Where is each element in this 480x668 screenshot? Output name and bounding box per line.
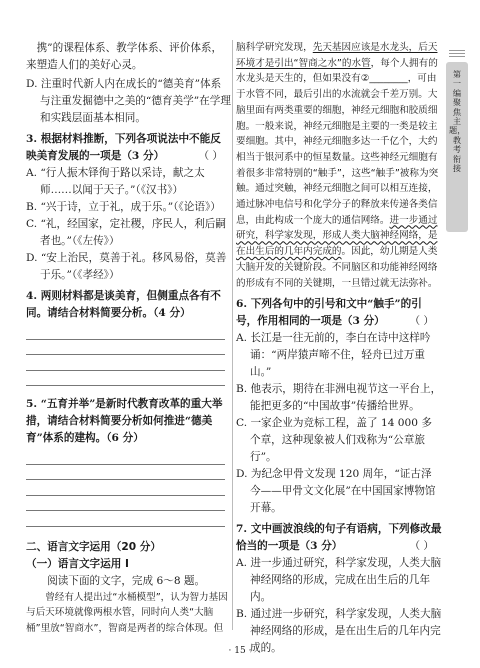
answer-line <box>26 371 225 387</box>
q3-option-b: B. “兴于诗，立于礼，成于乐。”（《论语》） <box>26 201 221 213</box>
q6-option-b: B. 他表示，期待在非洲电视节这一平台上，能把更多的“中国故事”传播给世界。 <box>236 383 442 413</box>
q6-option-a: A. 长江是一往无前的，李白在诗中这样吟诵：“两岸猿声啼不住，轻舟已过万重山。” <box>236 332 431 379</box>
q3-option-d: D. “安上治民，莫善于礼。移风易俗，莫善于乐。”（《孝经》） <box>26 252 227 281</box>
question-5: 5. “五育并举”是新时代教育改革的重大举措，请结合材料简要分析如何推进“德美育”体系的建构。（6 分） <box>26 398 223 444</box>
question-7-stem <box>236 521 442 555</box>
answer-line <box>26 324 225 340</box>
answer-line <box>26 465 225 481</box>
answer-lines-q4[interactable] <box>26 324 231 386</box>
q3-option-c: C. “礼，经国家，定社稷，序民人，利后嗣者也。”（《左传》） <box>26 218 226 247</box>
q3-option-a: A. “行人振木铎徇于路以采诗，献之太师……以闻于天子。”（《汉书》） <box>26 167 205 196</box>
question-6-stem <box>236 296 442 330</box>
sidebar-decoration-icon <box>446 48 468 58</box>
option-c-continuation: 携”的课程体系、教学体系、评价体系，来塑造人们的美好心灵。 <box>26 42 223 71</box>
sidebar-label: 第一编 聚焦主题，教考衔接 <box>449 69 466 174</box>
passage-seg-2: ，每个人拥有的水龙头是天生的，但如果没有②________，可由于水管不同，最后引出的水流就会千差万别。大脑里面有两类重要的细胞，神经元细胞和胶质细胞。一般来说，神经元细胞是主要的一类是较主要细胞。其中，神经元细胞多达一千亿个，大约相当于银河系中的恒星数量。这些神经元细胞有着很多非常特别的“触手”，这些“触手”被称为突触。通过突触，神经元细胞之间可以相互连接，通过脉冲电信号和化学分子的释放来传递各类信息，由此构成一个庞大的通信网络。 <box>236 57 439 226</box>
q6-option-d: D. 为纪念甲骨文发现 120 周年，“证古泽今——甲骨文文化展”在中国国家博物馆开幕。 <box>236 468 436 515</box>
answer-line <box>26 449 225 465</box>
instruction: 阅读下面的文字，完成 6～8 题。 <box>47 574 206 587</box>
left-column <box>26 40 231 637</box>
q7-option-b: B. 通过进一步研究，科学家发现，人类大脑神经网络的形成，是在出生后的几年内完成的。 <box>236 608 442 655</box>
question-3-text: 3. 根据材料推断，下列各项说法中不能反映美育发展的一项是（3 分） <box>26 133 221 162</box>
column-divider <box>232 40 233 630</box>
subsection-heading: （一）语言文字运用 Ⅰ <box>26 557 129 570</box>
passage-seg-4: 。因此，幼儿期是人类大脑开发的关键阶段。不同脑区和功能神经网络的形成有不同的关键期，一旦错过就无法弥补。 <box>236 246 438 289</box>
question-4: 4. 两则材料都是谈美育，但侧重点各有不同。请结合材料简要分析。（4 分） <box>26 290 221 319</box>
passage-wavy-sentence: 进一步通过研究，科学家发现，形成人类大脑神经网络，是在出生后的几年内完成的 <box>236 214 438 258</box>
question-6-text: 6. 下列各句中的引号和文中“触手”的引号，作用相同的一项是（3 分） <box>236 298 422 328</box>
answer-paren: （ ） <box>409 315 434 328</box>
right-column <box>236 40 442 657</box>
passage-seg-0: 脑科学研究发现， <box>236 42 313 53</box>
answer-line <box>26 496 225 512</box>
passage-continued <box>236 40 442 291</box>
question-7-text: 7. 文中画波浪线的句子有语病，下列修改最恰当的一项是（3 分） <box>236 523 442 553</box>
section-heading: 二、语言文字运用（20 分） <box>26 540 161 553</box>
q6-option-c: C. 一家企业为竞标工程，盖了 14 000 多个章，这种现象被人们戏称为“公章旅行”。 <box>236 417 432 464</box>
q7-option-a: A. 进一步通过研究，科学家发现，人类大脑神经网络的形成，完成在出生后的几年内。 <box>236 557 442 604</box>
answer-line <box>26 480 225 496</box>
answer-paren: （ ） <box>409 540 434 553</box>
page-number: · 15 · <box>228 646 252 656</box>
answer-line <box>26 355 225 371</box>
answer-line <box>26 340 225 356</box>
question-3-stem <box>26 131 231 165</box>
answer-lines-q5[interactable] <box>26 449 231 527</box>
answer-paren: （ ） <box>198 150 223 162</box>
passage-underlined-sentence: 先天基因应该是水龙头，后天环境才是引出“智商之水”的水管 <box>236 42 438 69</box>
passage-start: 曾经有人提出过“水桶模型”，认为智力基因与后天环境就像两根水管，同时向人类“大脑桶”里放“智商水”，智商是两者的综合体现。但 <box>26 591 228 634</box>
answer-line <box>26 511 225 527</box>
option-d: D. 注重时代新人内在成长的“德美育”体系与注重发掘德中之美的“德育美学”在学理和实践层面基本相同。 <box>26 78 231 124</box>
